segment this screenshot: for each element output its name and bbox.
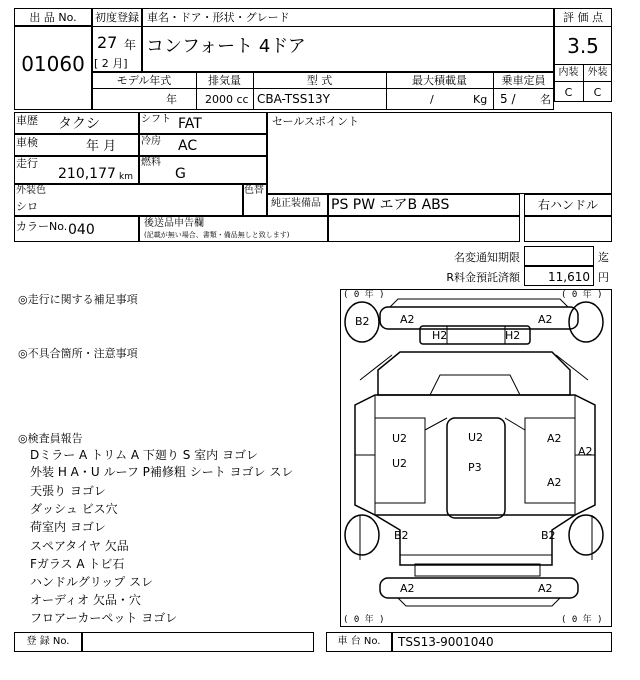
ac-label: 冷房 <box>141 136 161 147</box>
mark-bottom-bumper-right: A2 <box>538 582 553 595</box>
ext-color-cell <box>14 184 243 216</box>
recycle-value: 11,610 <box>548 270 590 284</box>
mark-right-front-door: A2 <box>547 432 562 445</box>
inspector-line: 天張り ヨゴレ <box>30 484 106 498</box>
corner-tl: ( 0 年 ) <box>343 290 385 300</box>
inspection-label: 車検 <box>16 136 38 149</box>
max-load-value: / <box>430 93 434 106</box>
year-unit: 年 <box>124 38 137 52</box>
car-damage-diagram <box>340 289 612 627</box>
car-name-label: 車名・ドア・形状・グレード <box>147 11 290 24</box>
mark-left-front-door: U2 <box>392 432 408 445</box>
delivery-label: 後送品申告欄 <box>144 218 204 229</box>
delivery-extra-cell-2 <box>524 216 612 242</box>
capacity-value: 5 / <box>500 92 516 106</box>
model-year-value: 年 <box>166 93 177 106</box>
equipment-label: 純正装備品 <box>271 198 321 209</box>
lot-label: 出 品 No. <box>29 11 77 24</box>
mark-roof-front: U2 <box>468 431 484 444</box>
mileage-unit: km <box>119 172 133 182</box>
mark-right-rear-door: A2 <box>547 476 562 489</box>
name-change-unit: 迄 <box>598 251 609 264</box>
displacement-label: 排気量 <box>208 74 241 87</box>
equipment-value: PS PW エアB ABS <box>331 197 450 213</box>
exterior-label: 外装 <box>587 67 608 78</box>
inspection-value: 年 月 <box>86 139 117 154</box>
capacity-unit: 名 <box>540 93 551 106</box>
reg-no-value-cell <box>82 632 314 652</box>
driving-notes-title: ◎走行に関する補足事項 <box>18 293 138 306</box>
inspector-line: Dミラー A トリム A 下廻り S 室内 ヨゴレ <box>30 448 258 462</box>
model-year-label: モデル年式 <box>116 74 172 87</box>
first-reg-month: [ 2 月] <box>94 57 128 70</box>
recycle-unit: 円 <box>598 271 609 284</box>
type-value: CBA-TSS13Y <box>257 92 330 106</box>
mark-spare: B2 <box>355 315 370 328</box>
eval-label: 評 価 点 <box>563 11 603 24</box>
inspector-line: スペアタイヤ 欠品 <box>30 539 129 553</box>
mark-right-pillar: A2 <box>578 445 593 458</box>
exterior-grade: C <box>593 86 602 99</box>
eval-score: 3.5 <box>567 34 599 58</box>
mark-left-rear-wheel: B2 <box>394 529 409 542</box>
inspector-line: 外装 H A・U ルーフ P補修粗 シート ヨゴレ スレ <box>30 465 294 479</box>
mark-bottom-bumper-left: A2 <box>400 582 415 595</box>
car-name-value: コンフォート 4ドア <box>146 36 306 57</box>
mark-top-bumper-right: A2 <box>538 313 553 326</box>
first-reg-label: 初度登録 <box>95 11 139 24</box>
recycle-label: R料金預託済額 <box>446 271 520 284</box>
mark-right-rear-wheel: B2 <box>541 529 556 542</box>
interior-label: 内装 <box>558 67 579 78</box>
delivery-extra-cell <box>328 216 520 242</box>
shift-value: FAT <box>178 116 202 132</box>
inspector-line: 荷室内 ヨゴレ <box>30 520 106 534</box>
color-no-value: 040 <box>68 222 95 238</box>
ext-color-label: 外装色 <box>16 185 46 196</box>
name-change-box <box>524 246 594 266</box>
inspector-line: フロアーカーペット ヨゴレ <box>30 611 178 625</box>
chassis-number: TSS13-9001040 <box>398 635 494 649</box>
name-change-label: 名変通知期限 <box>454 251 520 264</box>
mark-hood-left: H2 <box>432 329 448 342</box>
mark-roof: P3 <box>468 461 482 474</box>
mark-top-bumper-left: A2 <box>400 313 415 326</box>
color-no-label: カラーNo. <box>16 220 68 233</box>
inspector-line: オーディオ 欠品・穴 <box>30 593 141 607</box>
lot-number: 01060 <box>21 52 85 76</box>
delivery-note: (記載が無い場合、書類・備品無しと致します) <box>144 231 290 239</box>
inspector-line: ダッシュ ビス穴 <box>30 502 118 516</box>
inspector-title: ◎検査員報告 <box>18 432 83 445</box>
history-value: タクシ <box>58 116 100 132</box>
max-load-label: 最大積載量 <box>412 74 467 87</box>
inspector-line: ハンドルグリップ スレ <box>30 575 154 589</box>
shift-label: シフト <box>141 114 171 125</box>
inspector-line: Fガラス A トビ石 <box>30 557 125 571</box>
fuel-label: 燃料 <box>141 157 161 168</box>
type-label: 型 式 <box>306 74 333 87</box>
fuel-value: G <box>175 166 186 182</box>
corner-br: ( 0 年 ) <box>561 615 603 625</box>
interior-grade: C <box>564 86 573 99</box>
max-load-unit: Kg <box>473 93 488 106</box>
capacity-label: 乗車定員 <box>501 74 546 87</box>
defects-title: ◎不具合箇所・注意事項 <box>18 347 138 360</box>
ac-value: AC <box>178 138 198 154</box>
steering-value: 右ハンドル <box>537 198 598 212</box>
first-reg-year: 27 <box>97 33 118 52</box>
corner-tr: ( 0 年 ) <box>561 290 603 300</box>
mileage-value: 210,177 <box>58 166 116 182</box>
chassis-label: 車 台 No. <box>337 636 381 647</box>
displacement-value: 2000 cc <box>205 93 249 106</box>
corner-bl: ( 0 年 ) <box>343 615 385 625</box>
history-label: 車歴 <box>16 114 38 127</box>
mark-hood-right: H2 <box>505 329 521 342</box>
sales-point-label: セールスポイント <box>272 115 360 128</box>
reg-no-label: 登 録 No. <box>26 636 70 647</box>
mark-left-rear-door: U2 <box>392 457 408 470</box>
mileage-label: 走行 <box>16 157 38 170</box>
ext-color-value: シロ <box>16 200 38 213</box>
color-change-label: 色替 <box>244 185 264 196</box>
